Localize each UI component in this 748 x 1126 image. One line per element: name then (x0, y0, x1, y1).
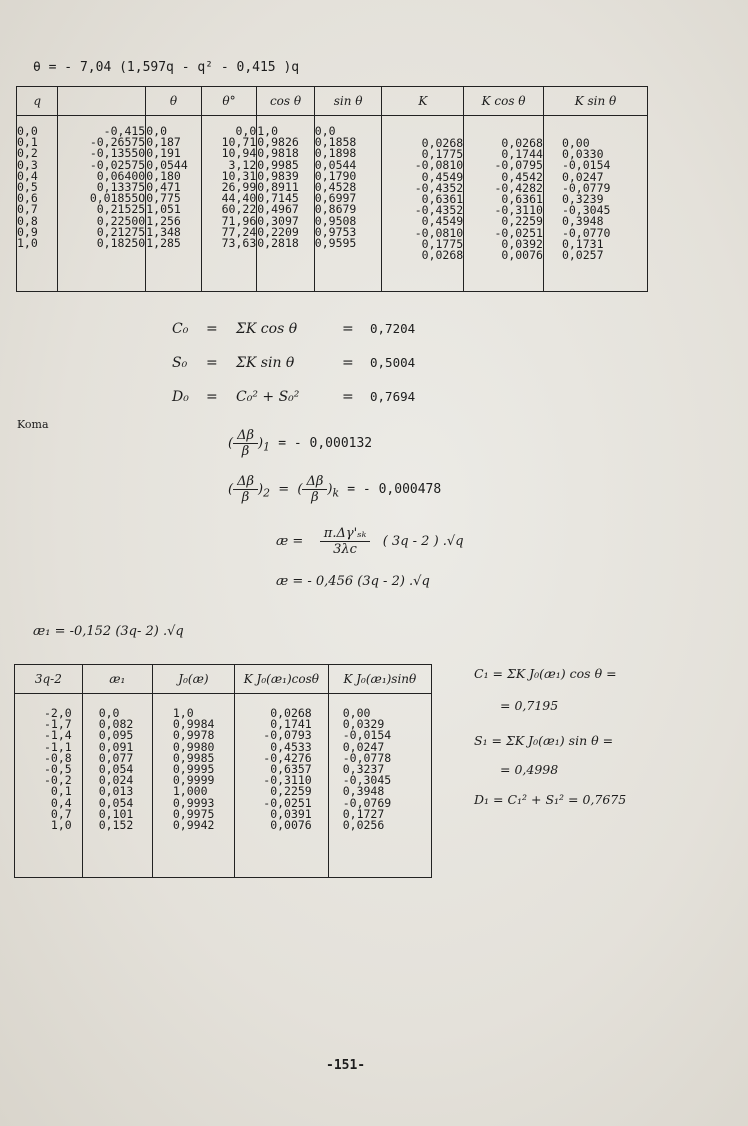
table-cell: -0,4352 (414, 180, 464, 195)
column-sin-theta (315, 126, 382, 249)
table-cell: 0,9985 (257, 157, 299, 172)
table-cell: 0,21275 (96, 224, 146, 239)
header-theta-deg: θ° (201, 87, 257, 116)
table-cell: 0,9995 (172, 761, 215, 776)
header-j0: J₀(æ) (152, 665, 234, 694)
table-cell: 0,3237 (342, 761, 385, 776)
table-cell: 1,0 (257, 124, 279, 138)
column-3q-2 (15, 708, 72, 831)
s1-value: = 0,4998 (500, 762, 559, 777)
result-part: 0,7694 (370, 389, 416, 404)
table-cell: 0,180 (146, 168, 181, 183)
table-cell: -0,4276 (263, 750, 312, 765)
table-cell: -0,3045 (561, 203, 611, 218)
table-cell: 0,0076 (501, 247, 543, 262)
table-cell: 0,1858 (314, 135, 357, 150)
header-aleph1: æ₁ (82, 665, 152, 694)
koma-line-1: ( $\frac{\Delta\beta}{\beta}$ )$_1$ = - 0,000132 (228, 428, 373, 459)
table-cell: -0,0251 (263, 795, 312, 810)
theta-formula: θ = - 7,04 (1,597q - q² - 0,415 )q (33, 60, 300, 75)
result-part: = (206, 389, 218, 405)
table-cell: 1,256 (146, 213, 181, 228)
table-cell: -1,7 (44, 717, 72, 732)
column-poly (58, 126, 145, 249)
table-cell: 1,0 (50, 817, 72, 832)
table-cell: -0,0251 (494, 225, 543, 240)
table-cell: 0,152 (98, 817, 134, 832)
table-cell: 10,71 (221, 135, 257, 150)
table-cell: 0,6 (17, 191, 38, 206)
table-cell: 0,0 (235, 124, 257, 138)
result-part: 0,7204 (370, 321, 416, 336)
theta-table (16, 86, 648, 292)
table-cell: 0,1898 (314, 146, 357, 161)
table-cell: 0,0544 (146, 157, 188, 172)
table-cell: 0,0247 (342, 739, 385, 754)
dbeta-num: Δβ (233, 428, 258, 444)
result-part: = (206, 321, 218, 337)
column-q (17, 126, 57, 249)
table-cell: 0,1741 (270, 717, 312, 732)
table-cell: 0,2818 (257, 235, 299, 250)
koma-line-2-value: = - 0,000478 (347, 482, 442, 497)
table-cell: -0,0793 (263, 728, 312, 743)
table-cell: 0,9993 (172, 795, 215, 810)
koma-label: Koma (17, 418, 49, 431)
table-cell: 0,4542 (501, 169, 543, 184)
koma-line-3-rhs: ( 3q - 2 ) .√q (382, 534, 464, 549)
table-cell: -0,0779 (561, 180, 611, 195)
table-cell: 0,01855O (89, 191, 146, 206)
dbeta-num-k: Δβ (302, 474, 327, 490)
table-cell: -0,0770 (561, 225, 611, 240)
table-cell: 0,6361 (501, 191, 543, 206)
table-cell: 0,5 (17, 179, 38, 194)
table-cell: 0,6997 (314, 191, 357, 206)
table-cell: -0,26575 (89, 135, 146, 150)
table-cell: 0,9975 (172, 806, 215, 821)
result-part: = (206, 355, 218, 371)
table-cell: -0,2 (44, 773, 72, 788)
table-cell: 0,4 (50, 795, 72, 810)
table-cell: 0,0268 (501, 136, 543, 150)
table-cell: 0,2259 (270, 784, 312, 799)
table-cell: 77,24 (221, 224, 257, 239)
table-cell: 0,06400 (96, 168, 146, 183)
bessel-table (14, 664, 432, 878)
table-cell: 0,187 (146, 135, 181, 150)
table-cell: 0,7145 (257, 191, 299, 206)
pi-num: π.Δγ'ₛₖ (320, 526, 371, 542)
table-cell: -0,02575 (89, 157, 146, 172)
table-cell: 0,1 (17, 135, 38, 150)
table-cell: -0,3110 (494, 203, 543, 218)
table-cell: 0,054 (98, 761, 134, 776)
table-cell: 0,13375 (96, 179, 146, 194)
s1-formula: S₁ = ΣK J₀(æ₁) sin θ = (474, 733, 614, 748)
result-part: 0,5004 (370, 355, 416, 370)
table-cell: 0,0268 (421, 136, 464, 150)
table-cell: 0,1744 (501, 147, 543, 162)
table-cell: 0,1731 (561, 236, 604, 251)
table-cell: 0,013 (98, 784, 134, 799)
table-cell: 0,082 (98, 717, 134, 732)
table-cell: 0,0544 (314, 157, 357, 172)
table-cell: 1,0 (17, 235, 38, 250)
table-cell: 0,101 (98, 806, 134, 821)
table-cell: 0,077 (98, 750, 134, 765)
header-k-cos-theta: K cos θ (464, 87, 544, 116)
result-row (172, 312, 415, 346)
table-cell: 0,2259 (501, 214, 543, 229)
table-cell: 0,22500 (96, 213, 146, 228)
table-cell: 0,8911 (257, 179, 299, 194)
aleph-lhs: æ = (276, 534, 304, 549)
results-block-1 (172, 312, 415, 414)
table-cell: -0,3045 (342, 773, 392, 788)
table-cell: -0,0778 (342, 750, 392, 765)
table-cell: -0,3110 (263, 773, 312, 788)
table-cell: 0,471 (146, 179, 181, 194)
table-cell: 0,0257 (561, 247, 604, 262)
table-cell: 0,9985 (172, 750, 215, 765)
table-cell: 0,4528 (314, 179, 357, 194)
table-cell: -0,0154 (561, 158, 611, 173)
table-cell: 0,1775 (421, 236, 464, 251)
table-cell: 0,9508 (314, 213, 357, 228)
column-kj0-cos (235, 708, 312, 831)
header-kj0-cos: K J₀(æ₁)cosθ (235, 665, 329, 694)
column-theta (146, 126, 201, 249)
dbeta-num-2: Δβ (233, 474, 258, 490)
table-cell: 0,7 (17, 202, 38, 217)
table-cell: 0,6361 (421, 191, 464, 206)
result-part: = (342, 355, 354, 371)
table-cell: 73,63 (221, 235, 257, 250)
table-cell: 26,99 (221, 179, 257, 194)
table-cell: 0,3948 (342, 784, 385, 799)
sub-1: 1 (263, 440, 270, 454)
table-cell: 1,348 (146, 224, 181, 239)
column-k-cos-theta (464, 138, 543, 261)
table-cell: 71,96 (221, 213, 257, 228)
table-cell: 0,9984 (172, 717, 215, 732)
header-sin-theta: sin θ (314, 87, 382, 116)
table-cell: 0,0268 (270, 706, 312, 720)
c1-formula: C₁ = ΣK J₀(æ₁) cos θ = (474, 666, 617, 681)
column-theta-deg (202, 126, 257, 249)
table-cell: 0,2 (17, 146, 38, 161)
table-cell: 0,091 (98, 739, 134, 754)
table-cell: -0,13550 (89, 146, 146, 161)
table-cell: 60,22 (221, 202, 257, 217)
table-cell: 0,9753 (314, 224, 357, 239)
table-cell: 0,8 (17, 213, 38, 228)
table-cell: 0,4549 (421, 169, 464, 184)
lambda-den: 3λc (333, 542, 357, 557)
table-cell: 0,3239 (561, 191, 604, 206)
table-cell: 0,9595 (314, 235, 357, 250)
column-cos-theta (257, 126, 314, 249)
koma-line-4: æ = - 0,456 (3q - 2) .√q (276, 574, 430, 589)
table-cell: 0,0247 (561, 169, 604, 184)
table-cell: 0,0076 (270, 817, 312, 832)
table-cell: -0,4282 (494, 180, 543, 195)
header-k: K (382, 87, 464, 116)
column-k (382, 138, 463, 261)
table-cell: 0,9839 (257, 168, 299, 183)
table-cell: 1,051 (146, 202, 181, 217)
table-cell: 0,1 (50, 784, 72, 799)
header-cos-theta: cos θ (257, 87, 315, 116)
table-cell: -1,4 (44, 728, 72, 743)
header-3q-2: 3q-2 (15, 665, 83, 694)
table-cell: 0,0 (146, 124, 167, 138)
result-row (172, 380, 415, 414)
table-cell: 0,8679 (314, 202, 357, 217)
column-j0 (173, 708, 234, 831)
table-cell: 0,0 (98, 706, 120, 720)
result-part: C₀² + S₀² (236, 389, 300, 405)
koma-line-1-value: = - 0,000132 (278, 436, 373, 451)
result-part: ΣK cos θ (236, 321, 298, 337)
d1-formula: D₁ = C₁² + S₁² = 0,7675 (474, 792, 627, 807)
table-cell: 0,0392 (501, 236, 543, 251)
table-cell: 0,9818 (257, 146, 299, 161)
table-cell: 0,21525 (96, 202, 146, 217)
table-cell: 0,6357 (270, 761, 312, 776)
header-q: q (17, 87, 58, 116)
table-cell: 0,7 (50, 806, 72, 821)
table-cell: 0,0391 (270, 806, 312, 821)
table-cell: -0,415 (103, 124, 146, 138)
table-cell: 0,9826 (257, 135, 299, 150)
koma-line-2: ( $\frac{\Delta\beta}{\beta}$ )$_2$ = ( $\frac{\Delta\beta}{\beta}$ )$_k$ = - 0,000478 (228, 474, 442, 505)
table-cell: 0,4549 (421, 214, 464, 229)
table-cell: 0,095 (98, 728, 134, 743)
header-kj0-sin: K J₀(æ₁)sinθ (328, 665, 431, 694)
table-cell: 0,9978 (172, 728, 215, 743)
table-cell: 0,191 (146, 146, 181, 161)
table-cell: -2,0 (44, 706, 72, 720)
table-cell: 0,0329 (342, 717, 385, 732)
table-cell: 10,31 (221, 168, 257, 183)
result-part: = (342, 389, 354, 405)
beta-den-k: β (311, 490, 319, 505)
sub-2: 2 (263, 486, 270, 500)
table-cell: -0,0795 (494, 158, 543, 173)
table-cell: -0,4352 (414, 203, 464, 218)
table-cell: 10,94 (221, 146, 257, 161)
koma-line-3 (276, 526, 464, 557)
header-theta: θ (146, 87, 202, 116)
table-cell: -0,5 (44, 761, 72, 776)
table-cell: -0,0154 (342, 728, 392, 743)
table-cell: 0,0256 (342, 817, 385, 832)
table-cell: 0,1790 (314, 168, 357, 183)
beta-den: β (241, 444, 250, 459)
table-cell: 0,9999 (172, 773, 215, 788)
column-kj0-sin (343, 708, 431, 831)
table-cell: -0,8 (44, 750, 72, 765)
header-k-sin-theta: K sin θ (543, 87, 647, 116)
table-cell: 0,0 (17, 124, 38, 138)
table-cell: 0,024 (98, 773, 134, 788)
table-cell: 0,9942 (172, 817, 215, 832)
table-cell: 0,775 (146, 191, 181, 206)
table-cell: 0,9 (17, 224, 38, 239)
result-part: C₀ (172, 321, 189, 337)
table-cell: 0,4533 (270, 739, 312, 754)
result-part: ΣK sin θ (236, 355, 295, 371)
sub-k: k (332, 486, 340, 500)
table-cell: 1,0 (172, 706, 194, 720)
aleph1-formula: æ₁ = -0,152 (3q- 2) .√q (33, 624, 184, 639)
beta-den-2: β (241, 490, 250, 505)
result-part: = (342, 321, 354, 337)
result-row (172, 346, 415, 380)
table-cell: 0,00 (561, 136, 590, 150)
c1-value: = 0,7195 (500, 698, 559, 713)
column-aleph1 (99, 708, 152, 831)
table-cell: 0,9980 (172, 739, 215, 754)
table-cell: 0,3948 (561, 214, 604, 229)
page-number: -151- (326, 1058, 366, 1073)
table-cell: 0,0 (314, 124, 336, 138)
result-part: S₀ (172, 355, 188, 371)
table-cell: 0,2209 (257, 224, 299, 239)
table-cell: 44,40 (221, 191, 257, 206)
table-cell: 0,3 (17, 157, 38, 172)
table-cell: 0,0268 (421, 247, 464, 262)
table-cell: 0,3097 (257, 213, 299, 228)
header-blank (58, 87, 146, 116)
table-cell: 0,1775 (421, 147, 464, 162)
table-cell: 0,18250 (96, 235, 146, 250)
table-cell: -0,0769 (342, 795, 392, 810)
table-cell: 0,00 (342, 706, 371, 720)
table-cell: 0,1727 (342, 806, 385, 821)
table-cell: -0,0810 (414, 225, 464, 240)
column-k-sin-theta (562, 138, 647, 261)
table-cell: 1,000 (172, 784, 208, 799)
table-cell: 0,054 (98, 795, 134, 810)
table-cell: -0,0810 (414, 158, 464, 173)
result-part: D₀ (172, 389, 189, 405)
table-cell: 0,0330 (561, 147, 604, 162)
table-cell: 1,285 (146, 235, 181, 250)
table-cell: 0,4 (17, 168, 38, 183)
koma-eq: = (278, 482, 290, 497)
table-cell: -1,1 (44, 739, 72, 754)
table-cell: 0,4967 (257, 202, 299, 217)
table-cell: 3,12 (228, 157, 257, 172)
